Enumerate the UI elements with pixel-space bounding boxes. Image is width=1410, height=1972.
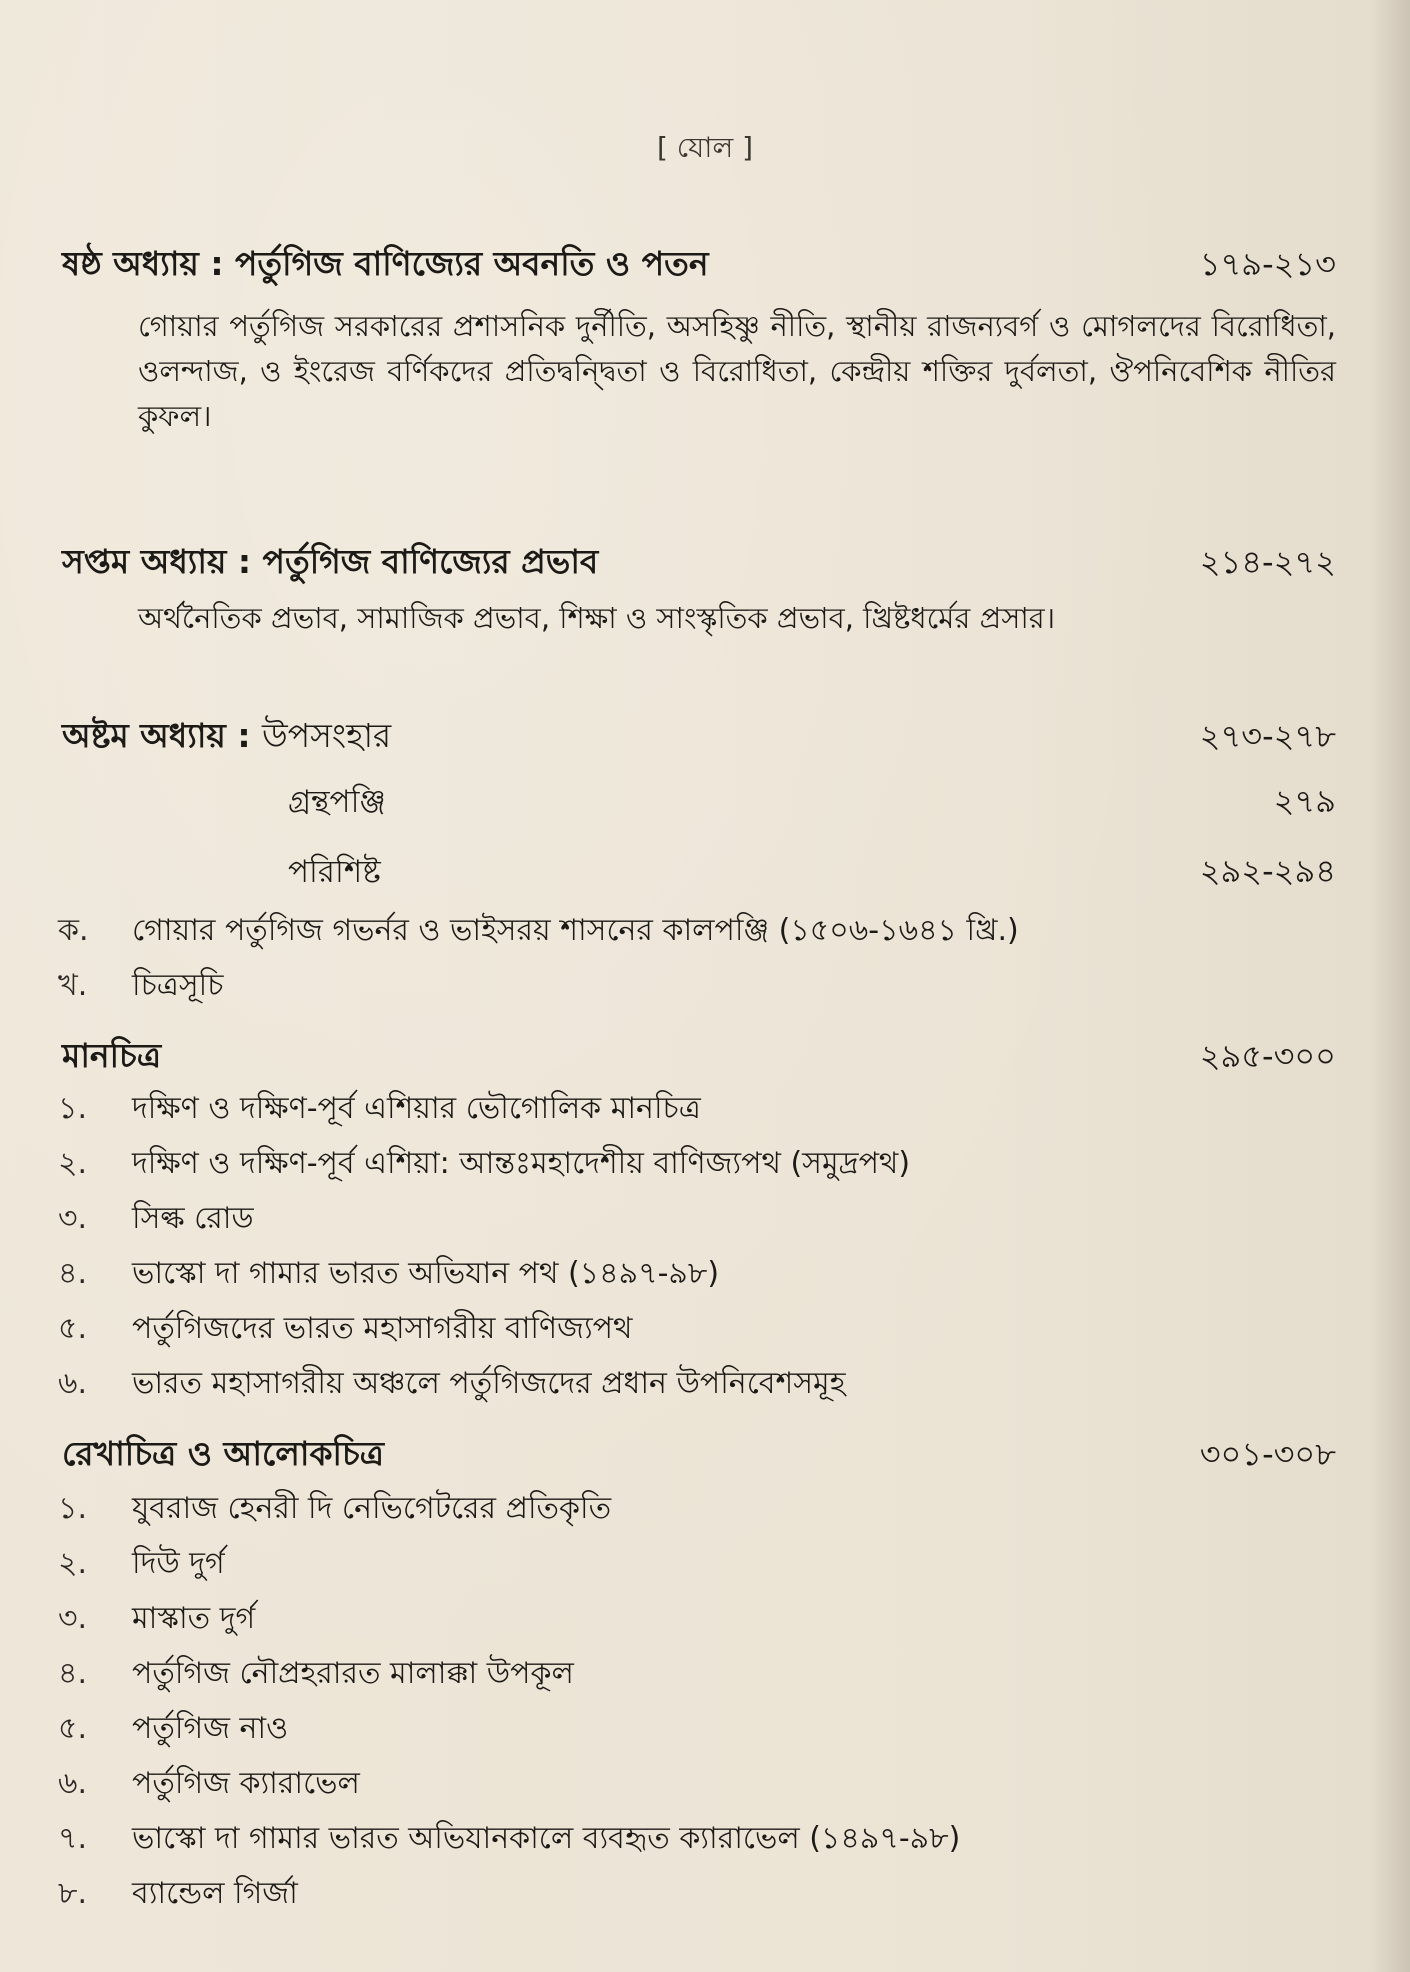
list-item-marker: ২.: [58, 1146, 88, 1181]
list-item: [58, 1139, 910, 1194]
list-item-marker: ৫.: [58, 1711, 88, 1746]
appendix-pages: ২৯২-২৯৪: [1199, 852, 1336, 890]
chapter-8: [62, 710, 1336, 766]
appendix-list: [58, 906, 1019, 1016]
chapter-6-title: ষষ্ঠ অধ্যায় : পর্তুগিজ বাণিজ্যের অবনতি ও পতন: [62, 244, 709, 283]
appendix-label: পরিশিষ্ট: [288, 854, 381, 890]
list-item-text: দক্ষিণ ও দক্ষিণ-পূর্ব এশিয়া: আন্তঃমহাদেশীয় বাণিজ্যপথ (সমুদ্রপথ): [132, 1146, 911, 1181]
list-item-marker: ২.: [58, 1546, 88, 1581]
list-item-text: মাস্কাত দুর্গ: [132, 1601, 256, 1636]
list-item-text: সিল্ক রোড: [132, 1201, 254, 1236]
page-number-header: [ যোল ]: [656, 131, 754, 164]
illustrations-list: [58, 1484, 960, 1924]
chapter-7: [62, 536, 1336, 641]
list-item-text: পর্তুগিজ নাও: [132, 1711, 289, 1746]
list-item-marker: ১.: [58, 1491, 88, 1526]
list-item-marker: ৮.: [58, 1876, 88, 1911]
list-item-text: যুবরাজ হেনরী দি নেভিগেটরের প্রতিকৃতি: [132, 1491, 612, 1526]
chapter-8-title-label: অষ্টম অধ্যায় :: [62, 716, 251, 755]
list-item-text: ভাস্কো দা গামার ভারত অভিযান পথ (১৪৯৭-৯৮): [132, 1256, 720, 1291]
chapter-7-title: সপ্তম অধ্যায় : পর্তুগিজ বাণিজ্যের প্রভাব: [62, 542, 599, 581]
list-item: [58, 1359, 910, 1414]
list-item-marker: ৭.: [58, 1821, 88, 1856]
chapter-8-title: [62, 710, 391, 766]
list-item-marker: ৪.: [58, 1656, 88, 1691]
list-item-text: পর্তুগিজ ক্যারাভেল: [132, 1766, 360, 1801]
maps-pages: ২৯৫-৩০০: [1199, 1037, 1336, 1075]
chapter-6-pages: ১৭৯-২১৩: [1199, 245, 1336, 283]
list-item-marker: ৬.: [58, 1766, 88, 1801]
list-item-text: চিত্রসূচি: [132, 968, 224, 1003]
bibliography-label: গ্রন্থপঞ্জি: [288, 784, 386, 820]
chapter-8-title-name: উপসংহার: [262, 716, 392, 755]
list-item: [58, 1649, 960, 1704]
list-item-text: পর্তুগিজ নৌপ্রহরারত মালাক্কা উপকূল: [132, 1656, 574, 1691]
list-item: [58, 1704, 960, 1759]
chapter-8-pages: ২৭৩-২৭৮: [1199, 717, 1336, 755]
list-item: [58, 1304, 910, 1359]
bibliography-pages: ২৭৯: [1273, 782, 1336, 820]
list-item-text: দক্ষিণ ও দক্ষিণ-পূর্ব এশিয়ার ভৌগোলিক মানচিত্র: [132, 1091, 701, 1126]
illustrations-pages: ৩০১-৩০৮: [1199, 1435, 1336, 1473]
list-item: [58, 1249, 910, 1304]
list-item: [58, 906, 1019, 961]
list-item-marker: ৩.: [58, 1201, 88, 1236]
bibliography-row: [288, 776, 1336, 830]
list-item-text: দিউ দুর্গ: [132, 1546, 225, 1581]
illustrations-title: রেখাচিত্র ও আলোকচিত্র: [62, 1434, 385, 1473]
chapter-7-pages: ২১৪-২৭২: [1199, 543, 1336, 581]
list-item: [58, 1484, 960, 1539]
list-item-text: ভারত মহাসাগরীয় অঞ্চলে পর্তুগিজদের প্রধান উপনিবেশসমূহ: [132, 1366, 846, 1401]
list-item: [58, 961, 1019, 1016]
maps-section: [62, 1030, 1336, 1086]
list-item-marker: খ.: [58, 968, 88, 1003]
list-item-marker: ৩.: [58, 1601, 88, 1636]
list-item: [58, 1084, 910, 1139]
list-item: [58, 1194, 910, 1249]
list-item: [58, 1594, 960, 1649]
list-item-marker: ৫.: [58, 1311, 88, 1346]
list-item: [58, 1539, 960, 1594]
list-item: [58, 1814, 960, 1869]
list-item-marker: ক.: [58, 913, 89, 948]
list-item-text: ব্যান্ডেল গির্জা: [132, 1876, 298, 1911]
list-item-marker: ৬.: [58, 1366, 88, 1401]
illustrations-section: [62, 1428, 1336, 1484]
list-item-marker: ৪.: [58, 1256, 88, 1291]
chapter-6: [62, 238, 1336, 439]
list-item-text: গোয়ার পর্তুগিজ গভর্নর ও ভাইসরয় শাসনের কালপঞ্জি (১৫০৬-১৬৪১ খ্রি.): [132, 913, 1019, 948]
chapter-7-description: অর্থনৈতিক প্রভাব, সামাজিক প্রভাব, শিক্ষা ও সাংস্কৃতিক প্রভাব, খ্রিষ্টধর্মের প্রসার।: [138, 601, 1056, 635]
maps-list: [58, 1084, 910, 1414]
list-item: [58, 1869, 960, 1924]
list-item-text: ভাস্কো দা গামার ভারত অভিযানকালে ব্যবহৃত ক্যারাভেল (১৪৯৭-৯৮): [132, 1821, 961, 1856]
list-item-marker: ১.: [58, 1091, 88, 1126]
maps-title: মানচিত্র: [62, 1036, 162, 1075]
list-item: [58, 1759, 960, 1814]
appendix-row: [288, 846, 1336, 900]
chapter-6-description: গোয়ার পর্তুগিজ সরকারের প্রশাসনিক দুর্নীতি, অসহিষ্ণু নীতি, স্থানীয় রাজন্যবর্গ ও মোগলদের বিরোধিতা, ওলন্দাজ, ও ইংরেজ বর্ণিকদের প্রতিদ্বন্দ্বিতা ও বিরোধিতা, কেন্দ্রীয় শক্তির দুর্বলতা, ঔপনিবেশিক নীতির কুফল।: [138, 309, 1336, 433]
list-item-text: পর্তুগিজদের ভারত মহাসাগরীয় বাণিজ্যপথ: [132, 1311, 633, 1346]
